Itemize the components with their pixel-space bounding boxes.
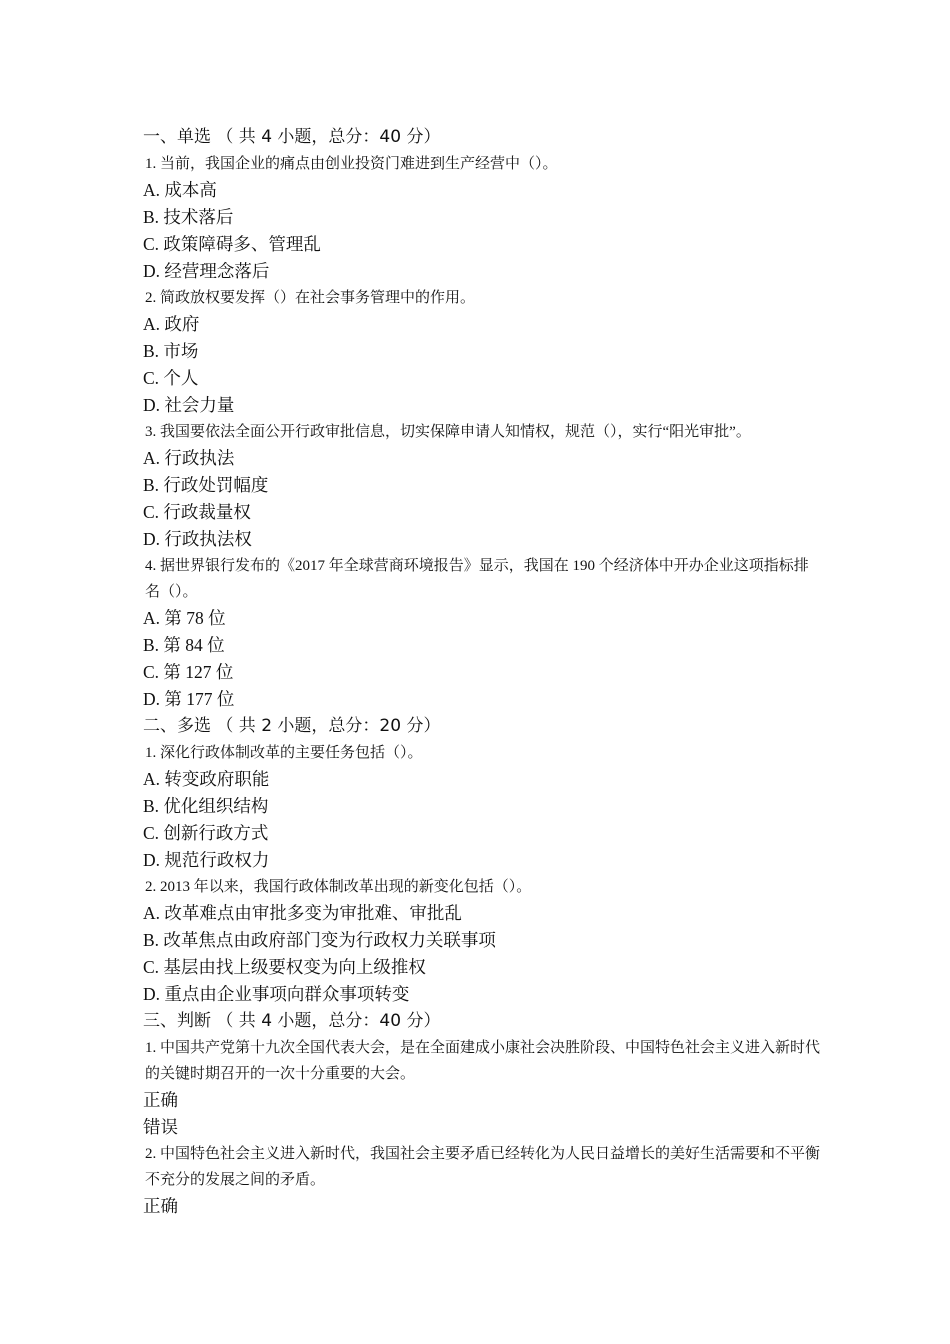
question-text: 3. 我国要依法全面公开行政审批信息，切实保障申请人知情权，规范（），实行“阳光审批”。 [145, 424, 751, 440]
section-title-multiple-choice: 二、多选 （ 共 2 小题，总分：20 分） [143, 716, 441, 736]
option-d: D. 规范行政权力 [143, 850, 270, 870]
option-b: B. 市场 [143, 341, 199, 361]
question-text: 1. 中国共产党第十九次全国代表大会，是在全面建成小康社会决胜阶段、中国特色社会主义进入新时代的关键时期召开的一次十分重要的大会。 [145, 1040, 821, 1082]
option-d: D. 行政执法权 [143, 529, 252, 549]
option-c: C. 个人 [143, 368, 199, 388]
option-d: D. 第 177 位 [143, 689, 235, 709]
option-true: 正确 [143, 1196, 178, 1216]
option-c: C. 行政裁量权 [143, 502, 251, 522]
option-c: C. 基层由找上级要权变为向上级推权 [143, 957, 426, 977]
option-a: A. 转变政府职能 [143, 769, 270, 789]
question-text: 4. 据世界银行发布的《2017 年全球营商环境报告》显示，我国在 190 个经济体中开办企业这项指标排名（）。 [145, 558, 809, 600]
option-a: A. 成本高 [143, 180, 217, 200]
option-d: D. 社会力量 [143, 395, 235, 415]
option-b: B. 行政处罚幅度 [143, 475, 269, 495]
question-text: 2. 2013 年以来，我国行政体制改革出现的新变化包括（）。 [145, 879, 532, 895]
option-c: C. 创新行政方式 [143, 823, 269, 843]
option-a: A. 行政执法 [143, 448, 235, 468]
option-true: 正确 [143, 1090, 178, 1110]
question-text: 2. 简政放权要发挥（）在社会事务管理中的作用。 [145, 290, 476, 306]
option-d: D. 重点由企业事项向群众事项转变 [143, 984, 410, 1004]
option-c: C. 政策障碍多、管理乱 [143, 234, 321, 254]
option-a: A. 改革难点由审批多变为审批难、审批乱 [143, 903, 462, 923]
question-text: 1. 深化行政体制改革的主要任务包括（）。 [145, 745, 423, 761]
exam-document [143, 124, 823, 1220]
option-b: B. 技术落后 [143, 207, 234, 227]
question-text: 1. 当前，我国企业的痛点由创业投资门难进到生产经营中（）。 [145, 156, 558, 172]
option-b: B. 改革焦点由政府部门变为行政权力关联事项 [143, 930, 496, 950]
section-title-true-false: 三、判断 （ 共 4 小题，总分：40 分） [143, 1011, 441, 1031]
section-title-single-choice: 一、单选 （ 共 4 小题，总分：40 分） [143, 127, 441, 147]
option-a: A. 政府 [143, 314, 200, 334]
option-c: C. 第 127 位 [143, 662, 234, 682]
option-a: A. 第 78 位 [143, 608, 226, 628]
question-text: 2. 中国特色社会主义进入新时代，我国社会主要矛盾已经转化为人民日益增长的美好生活需要和不平衡不充分的发展之间的矛盾。 [145, 1146, 821, 1188]
option-d: D. 经营理念落后 [143, 261, 270, 281]
option-b: B. 第 84 位 [143, 635, 225, 655]
option-b: B. 优化组织结构 [143, 796, 269, 816]
option-false: 错误 [143, 1117, 178, 1137]
